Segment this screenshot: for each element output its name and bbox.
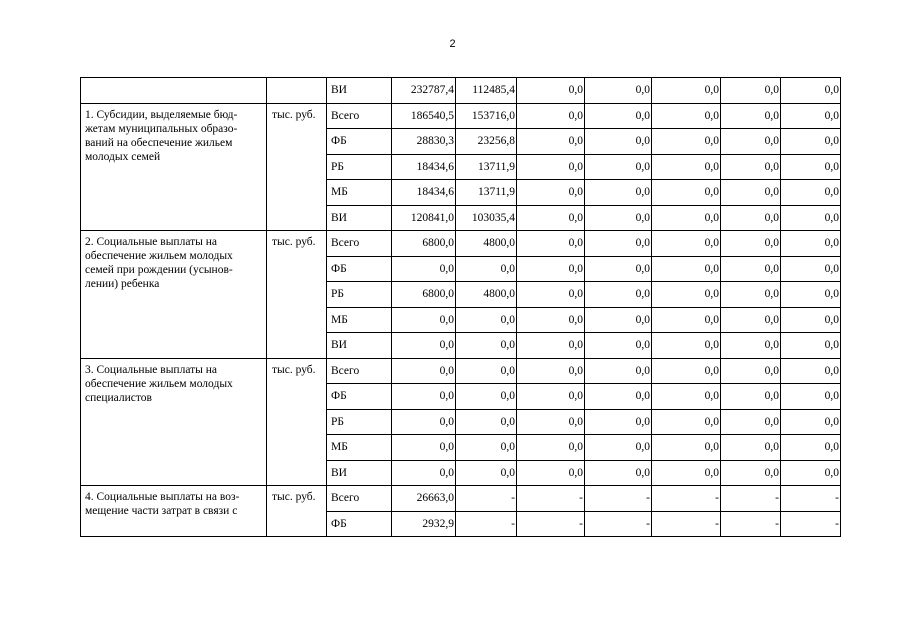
value-cell: 0,0: [585, 129, 652, 155]
value-cell: 26663,0: [392, 486, 456, 512]
value-cell: 0,0: [652, 256, 721, 282]
value-cell: 0,0: [721, 205, 781, 231]
source-cell: ВИ: [327, 333, 392, 359]
value-cell: 0,0: [781, 129, 841, 155]
value-cell: 0,0: [585, 231, 652, 257]
value-cell: 0,0: [517, 409, 585, 435]
source-cell: МБ: [327, 180, 392, 206]
value-cell: 0,0: [392, 256, 456, 282]
value-cell: 0,0: [585, 282, 652, 308]
source-cell: Всего: [327, 358, 392, 384]
value-cell: 0,0: [585, 409, 652, 435]
value-cell: 0,0: [456, 358, 517, 384]
value-cell: -: [781, 486, 841, 512]
value-cell: 13711,9: [456, 180, 517, 206]
unit-cell: тыс. руб.: [267, 358, 327, 486]
value-cell: 0,0: [721, 103, 781, 129]
value-cell: 0,0: [652, 103, 721, 129]
value-cell: 0,0: [517, 256, 585, 282]
value-cell: 232787,4: [392, 78, 456, 104]
value-cell: 0,0: [721, 256, 781, 282]
value-cell: 0,0: [517, 435, 585, 461]
source-cell: РБ: [327, 282, 392, 308]
value-cell: 2932,9: [392, 511, 456, 537]
unit-cell: тыс. руб.: [267, 103, 327, 231]
value-cell: 6800,0: [392, 282, 456, 308]
table-row: [81, 231, 841, 257]
value-cell: 0,0: [781, 180, 841, 206]
table-row: [81, 78, 841, 104]
value-cell: 0,0: [585, 103, 652, 129]
value-cell: 0,0: [585, 78, 652, 104]
value-cell: 28830,3: [392, 129, 456, 155]
value-cell: 0,0: [392, 307, 456, 333]
value-cell: 0,0: [781, 435, 841, 461]
item-name-cell: 3. Социальные выплаты на обеспечение жильем молодых специалистов: [81, 358, 267, 486]
value-cell: 0,0: [721, 307, 781, 333]
value-cell: -: [721, 511, 781, 537]
source-cell: Всего: [327, 486, 392, 512]
value-cell: 0,0: [721, 460, 781, 486]
value-cell: 0,0: [781, 307, 841, 333]
value-cell: 0,0: [652, 154, 721, 180]
value-cell: 0,0: [456, 435, 517, 461]
value-cell: 0,0: [781, 282, 841, 308]
value-cell: 0,0: [781, 256, 841, 282]
value-cell: 0,0: [721, 129, 781, 155]
value-cell: 0,0: [721, 231, 781, 257]
value-cell: 0,0: [392, 358, 456, 384]
value-cell: 0,0: [721, 180, 781, 206]
value-cell: 0,0: [585, 180, 652, 206]
value-cell: 0,0: [652, 205, 721, 231]
value-cell: 0,0: [721, 154, 781, 180]
value-cell: 4800,0: [456, 282, 517, 308]
value-cell: 0,0: [517, 333, 585, 359]
value-cell: 0,0: [652, 435, 721, 461]
value-cell: 0,0: [585, 333, 652, 359]
value-cell: 0,0: [517, 154, 585, 180]
value-cell: 0,0: [517, 358, 585, 384]
value-cell: 0,0: [392, 435, 456, 461]
source-cell: МБ: [327, 435, 392, 461]
value-cell: 0,0: [652, 307, 721, 333]
value-cell: 0,0: [456, 333, 517, 359]
value-cell: -: [781, 511, 841, 537]
value-cell: -: [456, 511, 517, 537]
value-cell: 0,0: [781, 460, 841, 486]
value-cell: -: [585, 486, 652, 512]
page-number: 2: [449, 38, 456, 50]
item-name-cell: 4. Социальные выплаты на воз-мещение части затрат в связи с: [81, 486, 267, 537]
value-cell: 0,0: [652, 460, 721, 486]
table-row: [81, 486, 841, 512]
source-cell: РБ: [327, 409, 392, 435]
value-cell: 103035,4: [456, 205, 517, 231]
value-cell: 18434,6: [392, 180, 456, 206]
value-cell: 0,0: [392, 384, 456, 410]
value-cell: 0,0: [781, 333, 841, 359]
source-cell: ВИ: [327, 460, 392, 486]
value-cell: 0,0: [585, 358, 652, 384]
budget-table: [80, 77, 841, 537]
value-cell: -: [721, 486, 781, 512]
value-cell: 0,0: [721, 435, 781, 461]
value-cell: 0,0: [721, 78, 781, 104]
value-cell: 0,0: [721, 282, 781, 308]
value-cell: 0,0: [517, 78, 585, 104]
unit-cell: [267, 78, 327, 104]
value-cell: 0,0: [517, 103, 585, 129]
value-cell: 23256,8: [456, 129, 517, 155]
source-cell: Всего: [327, 103, 392, 129]
source-cell: ВИ: [327, 78, 392, 104]
value-cell: 0,0: [585, 384, 652, 410]
value-cell: 0,0: [585, 256, 652, 282]
value-cell: 153716,0: [456, 103, 517, 129]
value-cell: 0,0: [652, 282, 721, 308]
value-cell: 0,0: [652, 231, 721, 257]
unit-cell: тыс. руб.: [267, 231, 327, 359]
value-cell: 0,0: [721, 384, 781, 410]
unit-cell: тыс. руб.: [267, 486, 327, 537]
value-cell: 0,0: [721, 333, 781, 359]
value-cell: 0,0: [456, 256, 517, 282]
value-cell: 0,0: [585, 460, 652, 486]
value-cell: 0,0: [585, 435, 652, 461]
value-cell: 0,0: [781, 154, 841, 180]
value-cell: 0,0: [517, 282, 585, 308]
table-row: [81, 358, 841, 384]
value-cell: 0,0: [781, 103, 841, 129]
table-row: [81, 103, 841, 129]
value-cell: 0,0: [517, 205, 585, 231]
source-cell: РБ: [327, 154, 392, 180]
value-cell: 0,0: [517, 460, 585, 486]
value-cell: 0,0: [517, 307, 585, 333]
source-cell: ФБ: [327, 256, 392, 282]
value-cell: -: [652, 511, 721, 537]
value-cell: 0,0: [392, 460, 456, 486]
value-cell: -: [652, 486, 721, 512]
value-cell: 0,0: [652, 409, 721, 435]
source-cell: ФБ: [327, 511, 392, 537]
value-cell: 0,0: [652, 129, 721, 155]
value-cell: 0,0: [456, 460, 517, 486]
value-cell: 0,0: [392, 333, 456, 359]
value-cell: 0,0: [652, 358, 721, 384]
value-cell: 4800,0: [456, 231, 517, 257]
value-cell: 0,0: [585, 307, 652, 333]
value-cell: 0,0: [585, 154, 652, 180]
value-cell: 186540,5: [392, 103, 456, 129]
value-cell: 0,0: [517, 384, 585, 410]
source-cell: ФБ: [327, 129, 392, 155]
value-cell: 0,0: [781, 409, 841, 435]
value-cell: 0,0: [456, 384, 517, 410]
value-cell: 0,0: [652, 78, 721, 104]
value-cell: 13711,9: [456, 154, 517, 180]
value-cell: 6800,0: [392, 231, 456, 257]
item-name-cell: 2. Социальные выплаты на обеспечение жильем молодых семей при рождении (усынов-лении) ребенка: [81, 231, 267, 359]
source-cell: Всего: [327, 231, 392, 257]
value-cell: 0,0: [721, 409, 781, 435]
source-cell: ФБ: [327, 384, 392, 410]
value-cell: -: [517, 511, 585, 537]
value-cell: 0,0: [517, 129, 585, 155]
value-cell: 18434,6: [392, 154, 456, 180]
value-cell: 0,0: [781, 78, 841, 104]
value-cell: -: [517, 486, 585, 512]
value-cell: -: [585, 511, 652, 537]
item-name-cell: [81, 78, 267, 104]
value-cell: 0,0: [392, 409, 456, 435]
value-cell: 0,0: [517, 231, 585, 257]
value-cell: 0,0: [781, 231, 841, 257]
value-cell: 0,0: [456, 307, 517, 333]
value-cell: 0,0: [652, 384, 721, 410]
value-cell: 0,0: [781, 205, 841, 231]
value-cell: 0,0: [652, 333, 721, 359]
value-cell: 0,0: [517, 180, 585, 206]
value-cell: -: [456, 486, 517, 512]
table-body: [81, 78, 841, 537]
value-cell: 120841,0: [392, 205, 456, 231]
item-name-cell: 1. Субсидии, выделяемые бюд-жетам муниципальных образо-ваний на обеспечение жильем молодых семей: [81, 103, 267, 231]
source-cell: МБ: [327, 307, 392, 333]
source-cell: ВИ: [327, 205, 392, 231]
value-cell: 0,0: [456, 409, 517, 435]
value-cell: 0,0: [721, 358, 781, 384]
value-cell: 0,0: [781, 358, 841, 384]
value-cell: 0,0: [585, 205, 652, 231]
value-cell: 0,0: [781, 384, 841, 410]
value-cell: 112485,4: [456, 78, 517, 104]
value-cell: 0,0: [652, 180, 721, 206]
